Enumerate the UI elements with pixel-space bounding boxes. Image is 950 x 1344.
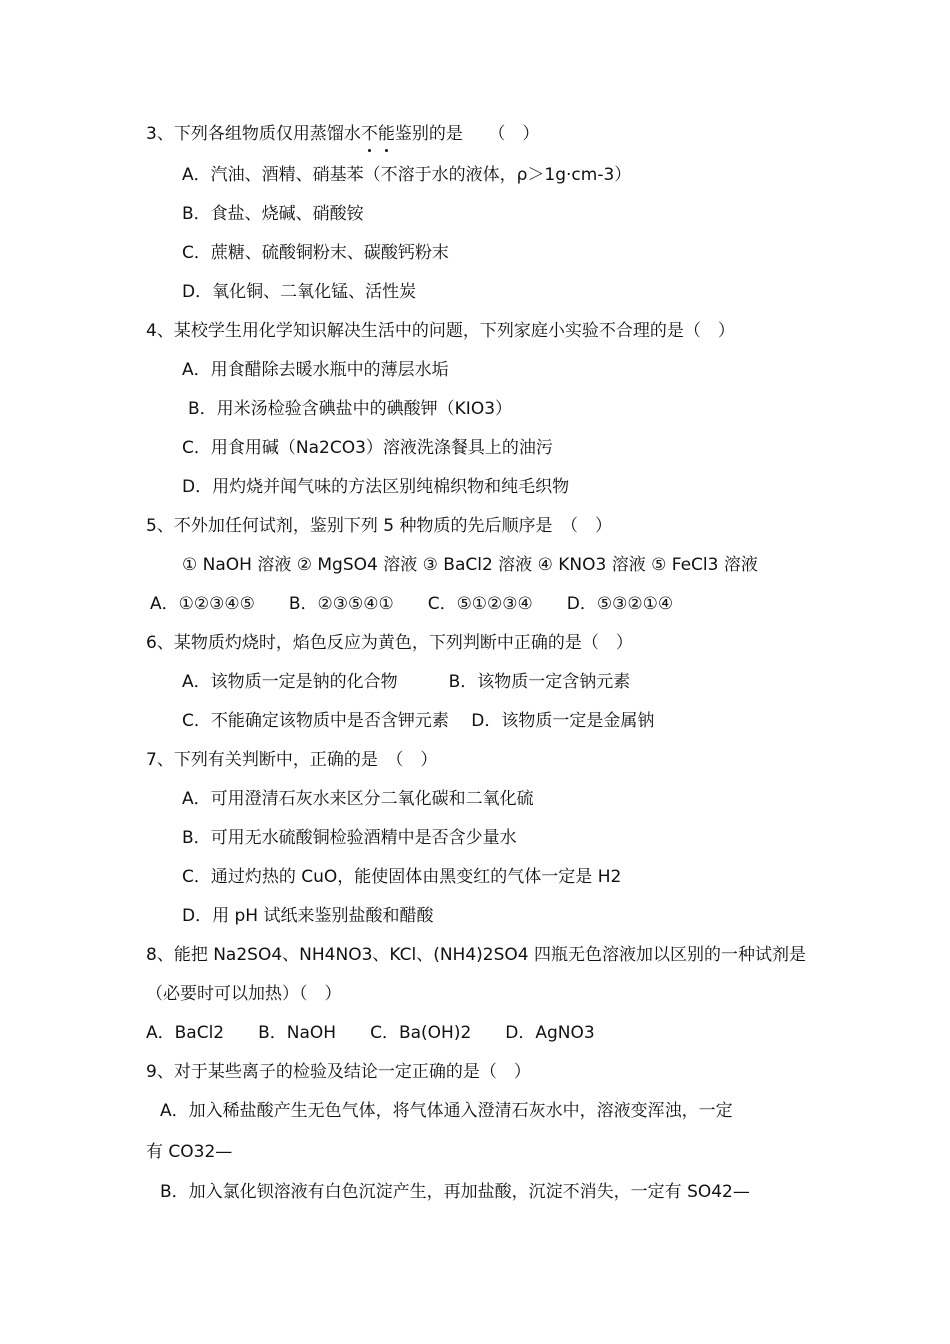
q4-stem: 4、某校学生用化学知识解决生活中的问题，下列家庭小实验不合理的是（ ） — [146, 321, 735, 341]
q5-stem: 5、不外加任何试剂，鉴别下列 5 种物质的先后顺序是 （ ） — [146, 516, 612, 536]
q7-option-d: D．用 pH 试纸来鉴别盐酸和醋酸 — [182, 906, 434, 926]
q8-options: A．BaCl2 B．NaOH C．Ba(OH)2 D．AgNO3 — [146, 1023, 595, 1043]
q5-options: A．①②③④⑤ B．②③⑤④① C．⑤①②③④ D．⑤③②①④ — [150, 594, 674, 614]
q7-option-b: B．可用无水硫酸铜检验酒精中是否含少量水 — [182, 828, 517, 848]
q8-stem-line1: 8、能把 Na2SO4、NH4NO3、KCl、(NH4)2SO4 四瓶无色溶液加以区别的一种试剂是 — [146, 945, 806, 965]
q3-option-a: A．汽油、酒精、硝基苯（不溶于水的液体，ρ＞1g·cm-3） — [182, 165, 632, 185]
q7-stem: 7、下列有关判断中，正确的是 （ ） — [146, 750, 438, 770]
q4-option-a: A．用食醋除去暖水瓶中的薄层水垢 — [182, 360, 449, 380]
q6-options-cd: C．不能确定该物质中是否含钾元素 D．该物质一定是金属钠 — [182, 711, 655, 731]
q6-stem: 6、某物质灼烧时，焰色反应为黄色，下列判断中正确的是（ ） — [146, 633, 633, 653]
q9-option-b: B．加入氯化钡溶液有白色沉淀产生，再加盐酸，沉淀不消失，一定有 SO42— — [160, 1182, 750, 1202]
q3-option-c: C．蔗糖、硫酸铜粉末、碳酸钙粉末 — [182, 243, 449, 263]
q5-items: ① NaOH 溶液 ② MgSO4 溶液 ③ BaCl2 溶液 ④ KNO3 溶液 ⑤ FeCl3 溶液 — [182, 555, 758, 575]
q4-option-d: D．用灼烧并闻气味的方法区别纯棉织物和纯毛织物 — [182, 477, 570, 497]
q9-stem: 9、对于某些离子的检验及结论一定正确的是（ ） — [146, 1062, 531, 1082]
q3-stem-text: 3、下列各组物质仅用蒸馏水 — [146, 124, 361, 144]
q3-emphasis-char: 能 — [377, 124, 395, 144]
q7-option-a: A．可用澄清石灰水来区分二氧化碳和二氧化硫 — [182, 789, 534, 809]
q7-option-c: C．通过灼热的 CuO，能使固体由黑变红的气体一定是 H2 — [182, 867, 622, 887]
q3-stem-tail: 鉴别的是 （ ） — [394, 124, 540, 144]
q3-stem — [146, 122, 539, 146]
q9-option-a-line2: 有 CO32— — [146, 1142, 233, 1162]
q4-option-b: B．用米汤检验含碘盐中的碘酸钾（KIO3） — [188, 399, 513, 419]
q9-option-a-line1: A．加入稀盐酸产生无色气体，将气体通入澄清石灰水中，溶液变浑浊，一定 — [160, 1101, 733, 1121]
q4-option-c: C．用食用碱（Na2CO3）溶液洗涤餐具上的油污 — [182, 438, 553, 458]
q3-emphasis-char: 不 — [360, 124, 378, 144]
q3-option-d: D．氧化铜、二氧化锰、活性炭 — [182, 282, 417, 302]
q6-options-ab: A．该物质一定是钠的化合物 B．该物质一定含钠元素 — [182, 672, 631, 692]
q3-option-b: B．食盐、烧碱、硝酸铵 — [182, 204, 364, 224]
q8-stem-line2: （必要时可以加热）（ ） — [146, 984, 342, 1004]
